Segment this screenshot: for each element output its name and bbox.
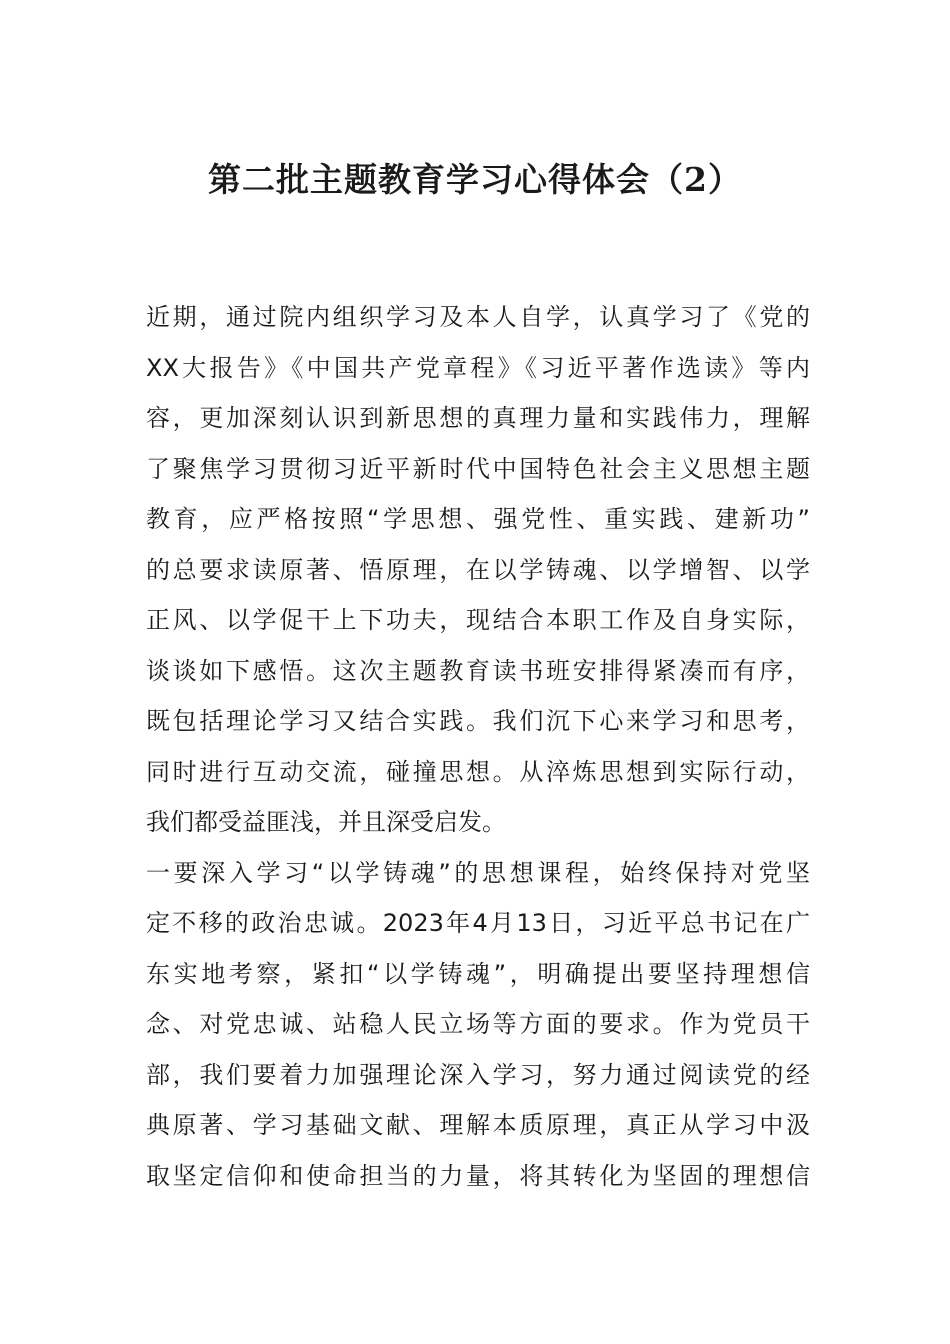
text-line: 同时进行互动交流，碰撞思想。从淬炼思想到实际行动， bbox=[146, 757, 810, 786]
text-line: 东实地考察，紧扣“以学铸魂”，明确提出要坚持理想信 bbox=[146, 959, 810, 988]
document-body bbox=[146, 292, 810, 1201]
text-line: 容，更加深刻认识到新思想的真理力量和实践伟力，理解 bbox=[146, 404, 810, 432]
text-line: 正风、以学促干上下功夫，现结合本职工作及自身实际， bbox=[146, 606, 810, 634]
text-line: 部，我们要着力加强理论深入学习，努力通过阅读党的经 bbox=[146, 1060, 810, 1089]
text-line: 了聚焦学习贯彻习近平新时代中国特色社会主义思想主题 bbox=[146, 454, 810, 483]
document-title: 第二批主题教育学习心得体会（2） bbox=[208, 160, 742, 199]
text-line: 念、对党忠诚、站稳人民立场等方面的要求。作为党员干 bbox=[146, 1010, 810, 1038]
text-line: 教育，应严格按照“学思想、强党性、重实践、建新功” bbox=[146, 505, 810, 533]
text-line: 典原著、学习基础文献、理解本质原理，真正从学习中汲 bbox=[146, 1111, 810, 1139]
text-line: 近期，通过院内组织学习及本人自学，认真学习了《党的 bbox=[146, 303, 810, 331]
text-line: 的总要求读原著、悟原理，在以学铸魂、以学增智、以学 bbox=[146, 555, 810, 584]
text-line: 谈谈如下感悟。这次主题教育读书班安排得紧凑而有序， bbox=[146, 656, 810, 685]
text-line: XX大报告》《中国共产党章程》《习近平著作选读》等内 bbox=[146, 353, 810, 382]
text-line: 我们都受益匪浅，并且深受启发。 bbox=[146, 808, 506, 836]
text-line: 取坚定信仰和使命担当的力量，将其转化为坚固的理想信 bbox=[146, 1161, 810, 1190]
text-line: 一要深入学习“以学铸魂”的思想课程，始终保持对党坚 bbox=[146, 858, 810, 887]
text-line: 定不移的政治忠诚。2023年4月13日，习近平总书记在广 bbox=[146, 909, 810, 937]
text-line: 既包括理论学习又结合实践。我们沉下心来学习和思考， bbox=[146, 707, 810, 735]
